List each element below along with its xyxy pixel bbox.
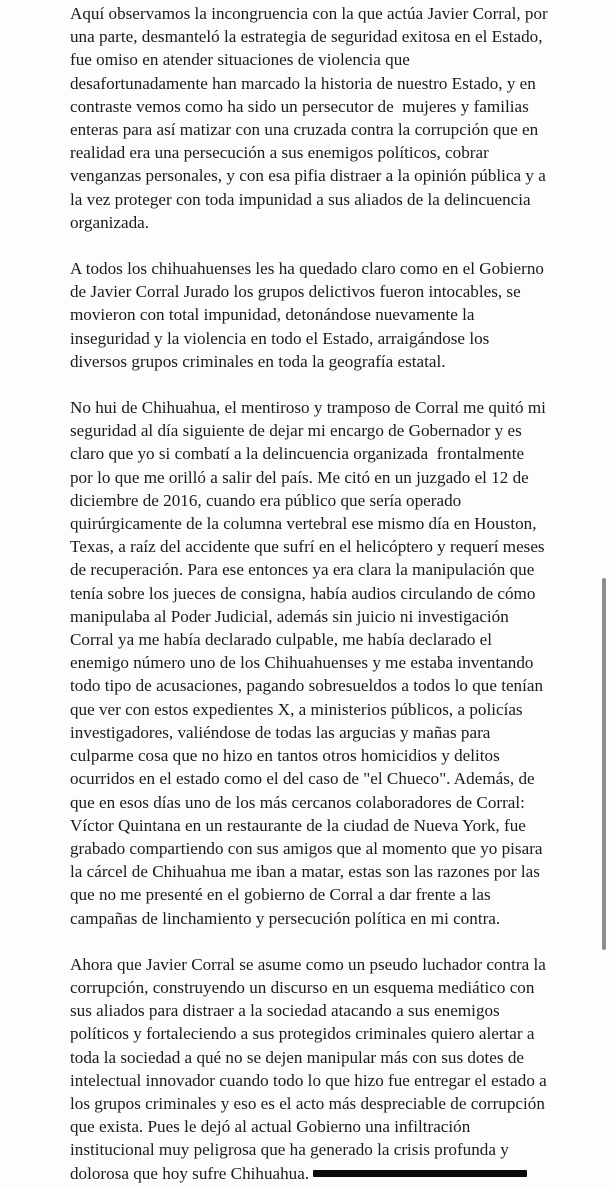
paragraph-4: [70, 953, 550, 1185]
paragraph-1: Aquí observamos la incongruencia con la que actúa Javier Corral, por una parte, desmanteló la estrategia de seguridad exitosa en el Estado, fue omiso en atender situaciones de violencia que desafortunadamente han marcado la historia de nuestro Estado, y en contraste vemos como ha sido un persecutor de mujeres y familias enteras para así matizar con una cruzada contra la corrupción que en realidad era una persecución a sus enemigos políticos, cobrar venganzas personales, y con esa pifia distraer a la opinión pública y a la vez proteger con toda impunidad a sus aliados de la delincuencia organizada.: [70, 4, 553, 232]
scrollbar-thumb[interactable]: [602, 578, 606, 950]
paragraph-3: No hui de Chihuahua, el mentiroso y tramposo de Corral me quitó mi seguridad al día siguiente de dejar mi encargo de Gobernador y es claro que yo si combatí a la delincuencia organizada frontalmente por lo que me orilló a salir del país. Me citó en un juzgado el 12 de diciembre de 2016, cuando era público que sería operado quirúrgicamente de la columna vertebral ese mismo día en Houston, Texas, a raíz del accidente que sufrí en el helicóptero y requerí meses de recuperación. Para ese entonces ya era clara la manipulación que tenía sobre los jueces de consigna, había audios circulando de cómo manipulaba al Poder Judicial, además sin juicio ni investigación Corral ya me había declarado culpable, me había declarado el enemigo número uno de los Chihuahuenses y me estaba inventando todo tipo de acusaciones, pagando sobresueldos a todos lo que tenían que ver con estos expedientes X, a ministerios públicos, a policías investigadores, valiéndose de todas las argucias y mañas para culparme cosa que no hizo en tantos otros homicidios y delitos ocurridos en el estado como el del caso de "el Chueco". Además, de que en esos días uno de los más cercanos colaboradores de Corral: Víctor Quintana en un restaurante de la ciudad de Nueva York, fue grabado compartiendo con sus amigos que al momento que yo pisara la cárcel de Chihuahua me iban a matar, estas son las razones por las que no me presenté en el gobierno de Corral a dar frente a las campañas de linchamiento y persecución política en mi contra.: [70, 398, 551, 928]
redaction-bar: [313, 1170, 527, 1177]
paragraph-2: A todos los chihuahuenses les ha quedado claro como en el Gobierno de Javier Corral Jurado los grupos delictivos fueron intocables, se movieron con total impunidad, detonándose nuevamente la inseguridad y la violencia en todo el Estado, arraigándose los diversos grupos criminales en toda la geografía estatal.: [70, 259, 549, 371]
vertical-scrollbar[interactable]: [600, 560, 610, 968]
document-body: [70, 2, 553, 1185]
paragraph-4-text: Ahora que Javier Corral se asume como un pseudo luchador contra la corrupción, construyendo un discurso en un esquema mediático con sus aliados para distraer a la sociedad atacando a sus enemigos políticos y fortaleciendo a sus protegidos criminales quiero alertar a toda la sociedad a qué no se dejen manipular más con sus dotes de intelectual innovador cuando todo lo que hizo fue entregar el estado a los grupos criminales y eso es el acto más despreciable de corrupción que exista. Pues le dejó al actual Gobierno una infiltración institucional muy peligrosa que ha generado la crisis profunda y dolorosa que hoy sufre Chihuahua.: [70, 954, 552, 1183]
